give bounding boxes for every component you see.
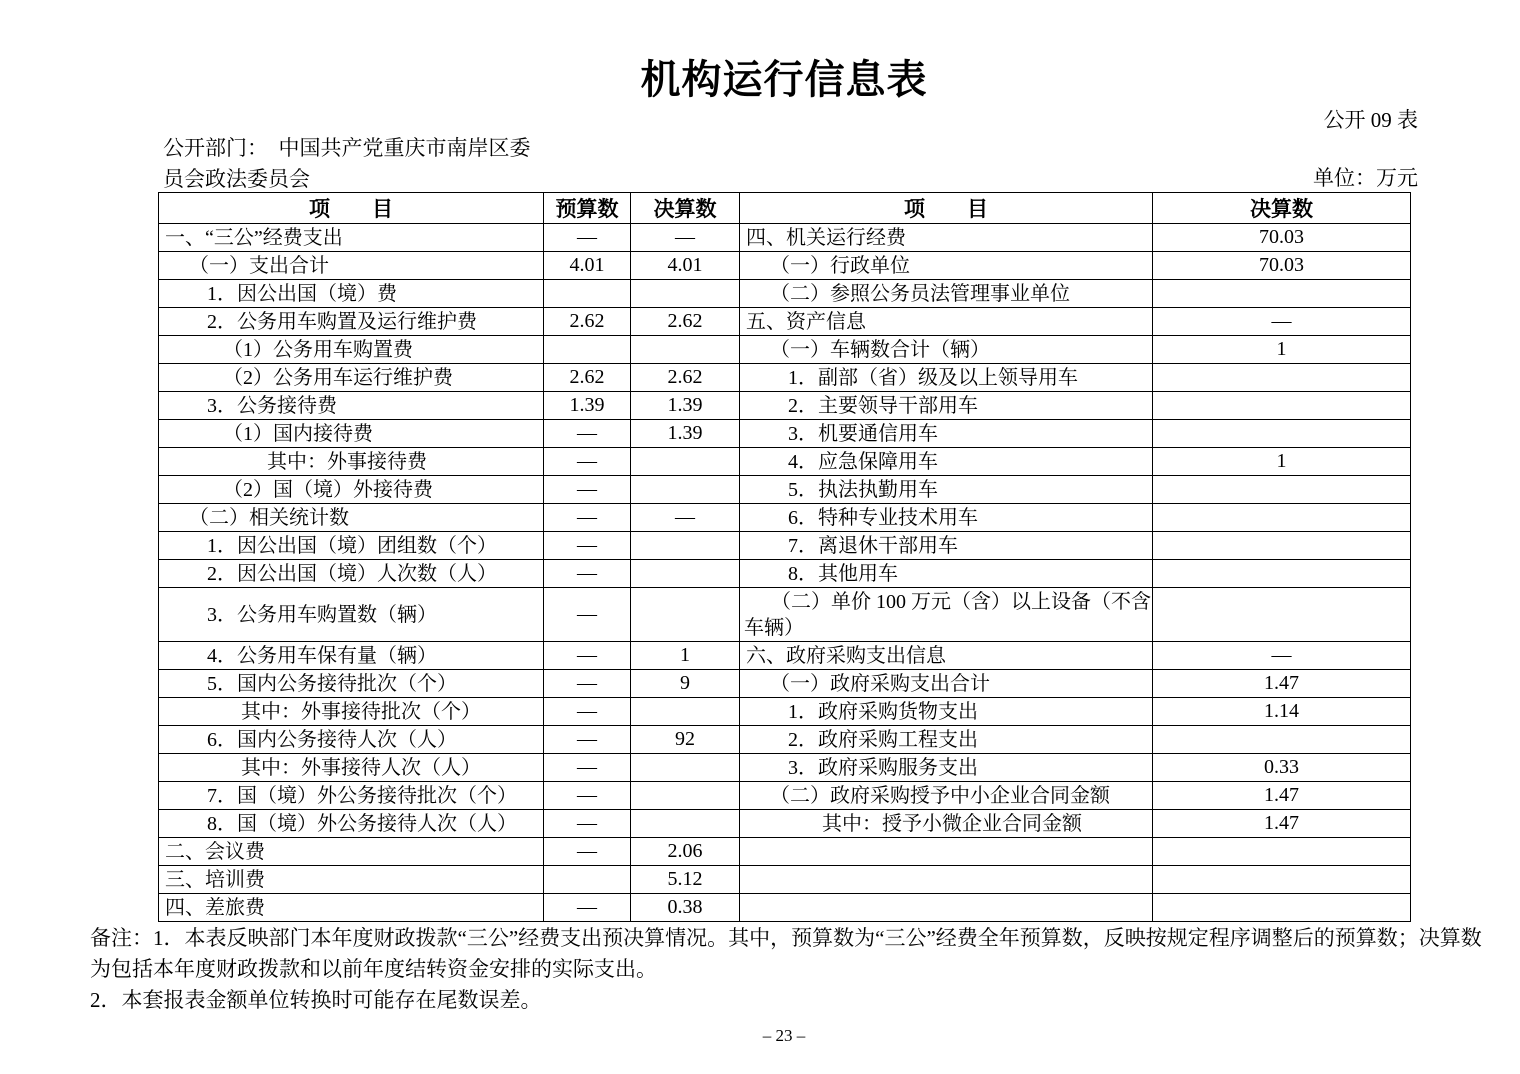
department-line1: 公开部门： 中国共产党重庆市南岸区委 — [163, 136, 531, 160]
budget-value-cell: — — [544, 588, 631, 642]
right-item-cell: 五、资产信息 — [740, 308, 1153, 336]
budget-value-cell: — — [544, 810, 631, 838]
right-item-cell: 其中：授予小微企业合同金额 — [740, 810, 1153, 838]
budget-value-cell: 2.62 — [544, 308, 631, 336]
left-item-cell: 其中：外事接待批次（个） — [159, 698, 544, 726]
final-value-cell: 2.62 — [631, 308, 740, 336]
left-item-cell: （2）国（境）外接待费 — [159, 476, 544, 504]
table-row — [159, 364, 1411, 392]
column-header-budget: 预算数 — [544, 193, 631, 224]
left-item-cell: 二、会议费 — [159, 838, 544, 866]
right-item-cell: 1．政府采购货物支出 — [740, 698, 1153, 726]
header-row — [159, 193, 1411, 224]
table-row — [159, 782, 1411, 810]
column-header-final-right: 决算数 — [1153, 193, 1411, 224]
right-item-cell: 六、政府采购支出信息 — [740, 642, 1153, 670]
budget-value-cell: 1.39 — [544, 392, 631, 420]
right-item-cell — [740, 894, 1153, 922]
right-item-cell: 8．其他用车 — [740, 560, 1153, 588]
table-row — [159, 504, 1411, 532]
final-value-cell — [631, 782, 740, 810]
right-final-value-cell: 1.47 — [1153, 810, 1411, 838]
right-item-cell: （一）车辆数合计（辆） — [740, 336, 1153, 364]
budget-value-cell: — — [544, 754, 631, 782]
budget-value-cell: — — [544, 670, 631, 698]
table-row — [159, 642, 1411, 670]
budget-value-cell: — — [544, 698, 631, 726]
right-final-value-cell — [1153, 504, 1411, 532]
left-item-cell: 6．国内公务接待人次（人） — [159, 726, 544, 754]
right-item-cell: 7．离退休干部用车 — [740, 532, 1153, 560]
left-item-cell: 1．因公出国（境）团组数（个） — [159, 532, 544, 560]
table-row — [159, 252, 1411, 280]
right-item-cell: （二）参照公务员法管理事业单位 — [740, 280, 1153, 308]
left-item-cell: 7．国（境）外公务接待批次（个） — [159, 782, 544, 810]
table-row — [159, 224, 1411, 252]
budget-value-cell — [544, 336, 631, 364]
right-item-cell: （一）政府采购支出合计 — [740, 670, 1153, 698]
left-item-cell: 5．国内公务接待批次（个） — [159, 670, 544, 698]
right-final-value-cell — [1153, 280, 1411, 308]
budget-value-cell: — — [544, 560, 631, 588]
unit-label: 单位：万元 — [1313, 166, 1418, 190]
final-value-cell: 2.62 — [631, 364, 740, 392]
budget-value-cell: — — [544, 476, 631, 504]
table-row — [159, 698, 1411, 726]
final-value-cell: 92 — [631, 726, 740, 754]
right-item-cell: （二）单价 100 万元（含）以上设备（不含车辆） — [740, 588, 1153, 642]
final-value-cell — [631, 810, 740, 838]
left-item-cell: （1）国内接待费 — [159, 420, 544, 448]
right-item-cell: 6．特种专业技术用车 — [740, 504, 1153, 532]
left-item-cell: 其中：外事接待人次（人） — [159, 754, 544, 782]
right-final-value-cell — [1153, 392, 1411, 420]
final-value-cell — [631, 532, 740, 560]
budget-value-cell: 2.62 — [544, 364, 631, 392]
budget-value-cell: — — [544, 838, 631, 866]
right-final-value-cell — [1153, 560, 1411, 588]
budget-value-cell: — — [544, 894, 631, 922]
budget-value-cell: — — [544, 420, 631, 448]
final-value-cell — [631, 754, 740, 782]
budget-value-cell: — — [544, 448, 631, 476]
department-line2: 员会政法委员会 — [163, 167, 310, 191]
budget-value-cell: — — [544, 532, 631, 560]
left-item-cell: 1．因公出国（境）费 — [159, 280, 544, 308]
final-value-cell: 1.39 — [631, 392, 740, 420]
right-item-cell — [740, 838, 1153, 866]
left-item-cell: 3．公务接待费 — [159, 392, 544, 420]
right-item-cell: （二）政府采购授予中小企业合同金额 — [740, 782, 1153, 810]
notes — [90, 923, 1490, 1016]
right-final-value-cell — [1153, 420, 1411, 448]
budget-value-cell: — — [544, 782, 631, 810]
left-item-cell: 3．公务用车购置数（辆） — [159, 588, 544, 642]
right-final-value-cell: — — [1153, 642, 1411, 670]
budget-value-cell: — — [544, 726, 631, 754]
form-code: 公开 09 表 — [1323, 108, 1418, 132]
right-final-value-cell: 1 — [1153, 336, 1411, 364]
final-value-cell — [631, 448, 740, 476]
final-value-cell: 1 — [631, 642, 740, 670]
right-final-value-cell: 0.33 — [1153, 754, 1411, 782]
table-row — [159, 420, 1411, 448]
left-item-cell: 8．国（境）外公务接待人次（人） — [159, 810, 544, 838]
budget-value-cell: — — [544, 504, 631, 532]
right-final-value-cell: 1.47 — [1153, 782, 1411, 810]
table-row — [159, 810, 1411, 838]
left-item-cell: 一、“三公”经费支出 — [159, 224, 544, 252]
left-item-cell: 2．因公出国（境）人次数（人） — [159, 560, 544, 588]
right-final-value-cell: 70.03 — [1153, 252, 1411, 280]
right-item-cell — [740, 866, 1153, 894]
right-final-value-cell: — — [1153, 308, 1411, 336]
right-item-cell: （一）行政单位 — [740, 252, 1153, 280]
left-item-cell: 其中：外事接待费 — [159, 448, 544, 476]
final-value-cell — [631, 280, 740, 308]
left-item-cell: （二）相关统计数 — [159, 504, 544, 532]
left-item-cell: （1）公务用车购置费 — [159, 336, 544, 364]
right-final-value-cell — [1153, 838, 1411, 866]
note-line-2: 2．本套报表金额单位转换时可能存在尾数误差。 — [90, 988, 542, 1012]
right-item-cell: 3．机要通信用车 — [740, 420, 1153, 448]
right-final-value-cell: 1 — [1153, 448, 1411, 476]
table-row — [159, 280, 1411, 308]
note-line-1: 备注：1．本表反映部门本年度财政拨款“三公”经费支出预决算情况。其中，预算数为“三公”经费全年预算数，反映按规定程序调整后的预算数；决算数为包括本年度财政拨款和以前年度结转资金安排的实际支出。 — [90, 926, 1482, 981]
right-final-value-cell — [1153, 364, 1411, 392]
final-value-cell: 9 — [631, 670, 740, 698]
final-value-cell: 0.38 — [631, 894, 740, 922]
final-value-cell — [631, 336, 740, 364]
right-final-value-cell: 70.03 — [1153, 224, 1411, 252]
budget-value-cell: 4.01 — [544, 252, 631, 280]
right-item-cell: 4．应急保障用车 — [740, 448, 1153, 476]
table-row — [159, 392, 1411, 420]
right-final-value-cell: 1.47 — [1153, 670, 1411, 698]
final-value-cell — [631, 476, 740, 504]
left-item-cell: 三、培训费 — [159, 866, 544, 894]
table-row — [159, 476, 1411, 504]
right-final-value-cell — [1153, 866, 1411, 894]
table-row — [159, 560, 1411, 588]
budget-value-cell: — — [544, 224, 631, 252]
left-item-cell: 2．公务用车购置及运行维护费 — [159, 308, 544, 336]
right-final-value-cell: 1.14 — [1153, 698, 1411, 726]
right-item-cell: 1．副部（省）级及以上领导用车 — [740, 364, 1153, 392]
right-final-value-cell — [1153, 476, 1411, 504]
right-final-value-cell — [1153, 588, 1411, 642]
final-value-cell: — — [631, 224, 740, 252]
final-value-cell: 1.39 — [631, 420, 740, 448]
right-final-value-cell — [1153, 532, 1411, 560]
column-header-final-left: 决算数 — [631, 193, 740, 224]
table-rows — [159, 224, 1411, 922]
final-value-cell — [631, 588, 740, 642]
right-item-cell: 5．执法执勤用车 — [740, 476, 1153, 504]
right-item-cell: 3．政府采购服务支出 — [740, 754, 1153, 782]
left-item-cell: 4．公务用车保有量（辆） — [159, 642, 544, 670]
table-row — [159, 448, 1411, 476]
left-item-cell: （2）公务用车运行维护费 — [159, 364, 544, 392]
page-number: – 23 – — [762, 1026, 806, 1045]
final-value-cell: 5.12 — [631, 866, 740, 894]
column-header-item-left: 项 目 — [159, 193, 544, 224]
table-row — [159, 670, 1411, 698]
budget-value-cell: — — [544, 642, 631, 670]
table-row — [159, 726, 1411, 754]
final-value-cell: 4.01 — [631, 252, 740, 280]
right-final-value-cell — [1153, 726, 1411, 754]
left-item-cell: 四、差旅费 — [159, 894, 544, 922]
table-row — [159, 532, 1411, 560]
budget-value-cell — [544, 866, 631, 894]
final-value-cell — [631, 560, 740, 588]
table-row — [159, 336, 1411, 364]
right-item-cell: 2．主要领导干部用车 — [740, 392, 1153, 420]
table-row — [159, 838, 1411, 866]
table-row — [159, 866, 1411, 894]
left-item-cell: （一）支出合计 — [159, 252, 544, 280]
table-row — [159, 588, 1411, 642]
final-value-cell — [631, 698, 740, 726]
table-row — [159, 308, 1411, 336]
final-value-cell: 2.06 — [631, 838, 740, 866]
page-title: 机构运行信息表 — [640, 58, 928, 102]
right-item-cell: 2．政府采购工程支出 — [740, 726, 1153, 754]
table-row — [159, 754, 1411, 782]
right-item-cell: 四、机关运行经费 — [740, 224, 1153, 252]
final-value-cell: — — [631, 504, 740, 532]
column-header-item-right: 项 目 — [740, 193, 1153, 224]
info-table — [158, 192, 1411, 922]
budget-value-cell — [544, 280, 631, 308]
right-final-value-cell — [1153, 894, 1411, 922]
table-row — [159, 894, 1411, 922]
